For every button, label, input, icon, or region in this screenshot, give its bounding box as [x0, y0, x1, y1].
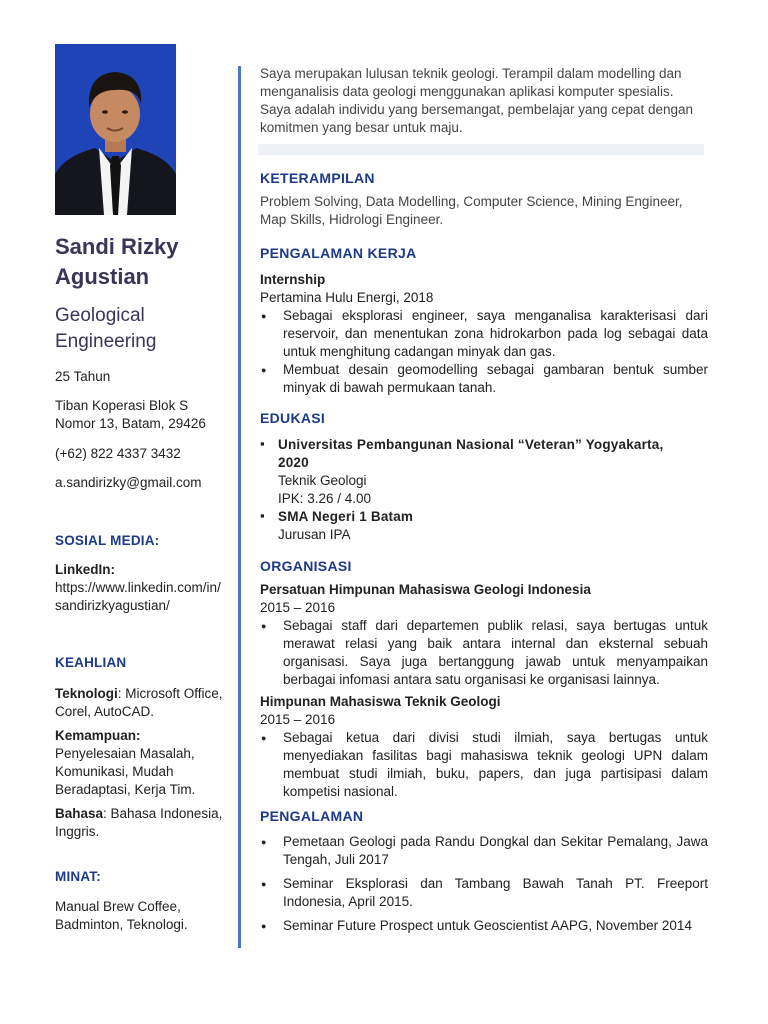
linkedin-url-line-1[interactable]: https://www.linkedin.com/in/ — [55, 580, 221, 595]
linkedin-url[interactable] — [55, 579, 240, 615]
email-address[interactable]: a.sandirizky@gmail.com — [55, 475, 202, 490]
pengalaman-heading: PENGALAMAN — [260, 808, 364, 824]
phone-number: (+62) 822 4337 3432 — [55, 446, 181, 461]
organisasi-heading: ORGANISASI — [260, 558, 352, 574]
keterampilan-value: Problem Solving, Data Modelling, Computer Science, Mining Engineer, Map Skills, Hidrologi Engineer. — [260, 194, 683, 227]
candidate-name — [55, 232, 235, 292]
education-list — [260, 436, 690, 544]
technology-value: : Microsoft Office, Corel, AutoCAD. — [55, 686, 223, 719]
list-item: ● Seminar Future Prospect untuk Geoscientist AAPG, November 2014 — [260, 917, 708, 935]
list-item: ● Pemetaan Geologi pada Randu Dongkal dan Sekitar Pemalang, Jawa Tengah, Juli 2017 — [260, 833, 708, 869]
organization-name: Himpunan Mahasiswa Teknik Geologi — [260, 694, 501, 709]
address-line-1: Tiban Koperasi Blok S — [55, 398, 189, 413]
age: 25 Tahun — [55, 369, 111, 384]
list-item: ● Sebagai ketua dari divisi studi ilmiah, saya bertugas untuk menyediakan fasilitas bagi mahasiswa teknik geologi UPN dalam membuat studi ilmiah, buku, papers, dan juga partisipasi dalam kompetisi nasional. — [260, 729, 708, 801]
person-portrait-icon — [55, 44, 176, 215]
skill-ability — [55, 727, 240, 799]
minat-heading: MINAT: — [55, 869, 101, 884]
address — [55, 397, 240, 433]
language-label: Bahasa — [55, 806, 104, 821]
role-line-1: Geological — [55, 305, 145, 326]
list-item: ● Seminar Eksplorasi dan Tambang Bawah Tanah PT. Freeport Indonesia, April 2015. — [260, 875, 708, 911]
organization-list — [260, 581, 708, 801]
organization-item — [260, 693, 708, 801]
address-line-2: Nomor 13, Batam, 29426 — [55, 416, 206, 431]
education-school: ▪ SMA Negeri 1 Batam — [278, 509, 414, 524]
role-line-2: Engineering — [55, 331, 157, 352]
name-line-2: Agustian — [55, 264, 150, 289]
organization-item — [260, 581, 708, 689]
profile-photo — [55, 44, 176, 215]
list-item: ● Membuat desain geomodelling sebagai gambaran bentuk sumber minyak di bawah permukaan tanah. — [260, 361, 708, 397]
list-item: ● Sebagai staff dari departemen publik relasi, saya bertugas untuk merawat relasi yang baik antara internal dan eksternal sebuah organisasi. Saya juga bertanggung jawab untuk menyampaikan berbagai infomasi antara satu organisasi ke organisasi lainnya. — [260, 617, 708, 689]
job-company: Pertamina Hulu Energi, 2018 — [260, 290, 434, 305]
organization-name: Persatuan Himpunan Mahasiswa Geologi Indonesia — [260, 582, 591, 597]
candidate-role — [55, 303, 235, 355]
job-bullets — [260, 307, 708, 397]
keahlian-heading: KEAHLIAN — [55, 655, 127, 670]
interests-value: Manual Brew Coffee, Badminton, Teknologi. — [55, 899, 188, 932]
education-school: ▪ Universitas Pembangunan Nasional “Veteran” Yogyakarta, 2020 — [278, 437, 664, 470]
linkedin-label: LinkedIn: — [55, 562, 115, 577]
skill-technology — [55, 685, 240, 721]
summary-divider-band — [258, 144, 704, 155]
language-value: : Bahasa Indonesia, Inggris. — [55, 806, 223, 839]
list-item: ● Sebagai eksplorasi engineer, saya menganalisa karakterisasi dari reservoir, dan menentukan zona hidrokarbon pada log sebagai data untuk menghitung cadangan minyak dan gas. — [260, 307, 708, 361]
technology-label: Teknologi — [55, 686, 118, 701]
education-gpa: IPK: 3.26 / 4.00 — [278, 491, 372, 506]
job-title: Internship — [260, 272, 326, 287]
name-line-1: Sandi Rizky — [55, 234, 179, 259]
linkedin-url-line-2[interactable]: sandirizkyagustian/ — [55, 598, 170, 613]
profile-summary: Saya merupakan lulusan teknik geologi. Terampil dalam modelling dan menganalisis data geologi menggunakan aplikasi komputer spesialis. Saya adalah individu yang bersemangat, pembelajar yang cepat dengan komitmen yang besar untuk maju. — [260, 66, 694, 135]
organization-period: 2015 – 2016 — [260, 600, 336, 615]
work-experience — [260, 271, 708, 397]
ability-label: Kemampuan: — [55, 728, 141, 743]
pengalaman-kerja-heading: PENGALAMAN KERJA — [260, 245, 417, 261]
skill-language — [55, 805, 240, 841]
ability-value: Penyelesaian Masalah, Komunikasi, Mudah Beradaptasi, Kerja Tim. — [55, 746, 196, 797]
column-divider — [238, 66, 241, 948]
organization-period: 2015 – 2016 — [260, 712, 336, 727]
edukasi-heading: EDUKASI — [260, 410, 326, 426]
education-major: Teknik Geologi — [278, 473, 367, 488]
education-item — [260, 508, 690, 544]
education-item — [260, 436, 690, 508]
linkedin-block — [55, 561, 240, 615]
education-major: Jurusan IPA — [278, 527, 351, 542]
experience-list — [260, 833, 708, 935]
keterampilan-heading: KETERAMPILAN — [260, 170, 375, 186]
social-media-heading: SOSIAL MEDIA: — [55, 533, 160, 548]
